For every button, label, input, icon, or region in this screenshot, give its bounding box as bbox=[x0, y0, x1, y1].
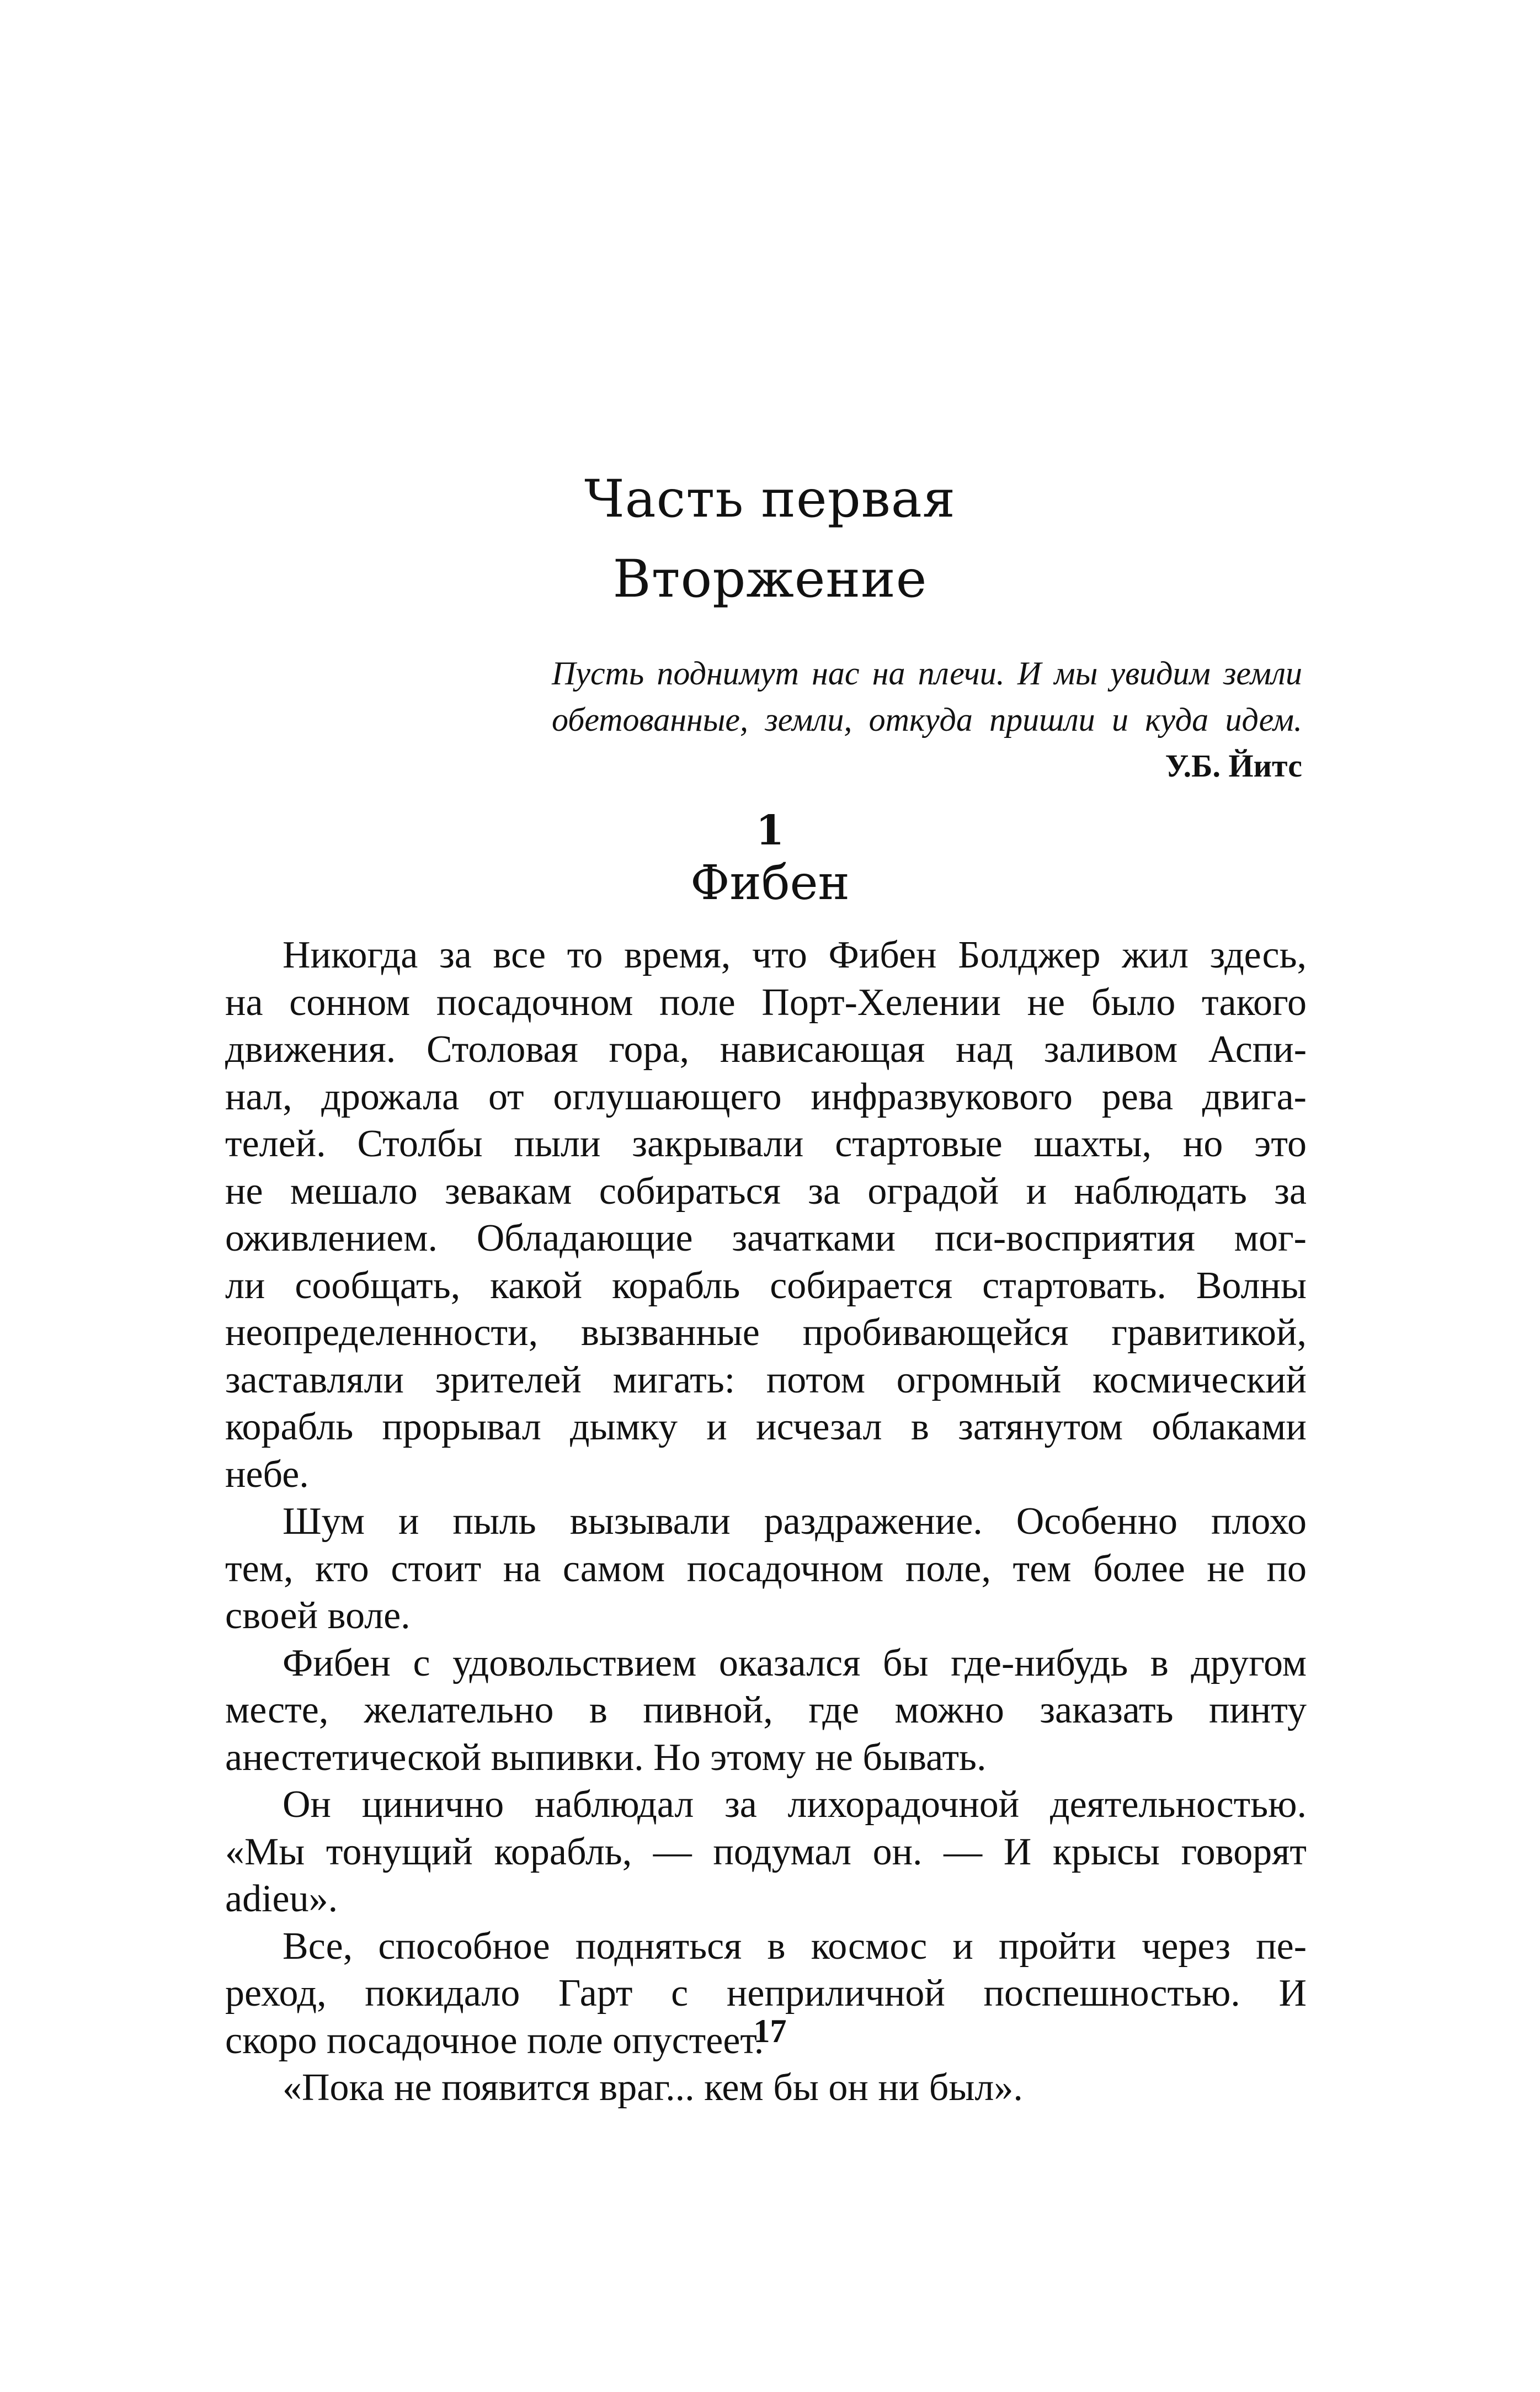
text-line: adieu». bbox=[225, 1878, 338, 1920]
text-line: Никогда за все то время, что Фибен Болджер жил здесь, bbox=[283, 934, 1307, 976]
epigraph-line: обетованные, земли, откуда пришли и куда идем. bbox=[552, 701, 1302, 738]
text-line: скоро посадочное поле опустеет. bbox=[225, 2019, 764, 2062]
text-line: не мешало зевакам собираться за оградой и наблюдать за bbox=[225, 1170, 1307, 1213]
epigraph bbox=[552, 650, 1302, 789]
text-line: тем, кто стоит на самом посадочном поле, тем более не по bbox=[225, 1547, 1307, 1590]
text-line: «Мы тонущий корабль, — подумал он. — И крысы говорят bbox=[225, 1830, 1307, 1873]
text-line: ли сообщать, какой корабль собирается стартовать. Волны bbox=[225, 1264, 1307, 1307]
text-line: на сонном посадочном поле Порт-Хелении не было такого bbox=[225, 981, 1307, 1024]
text-line: небе. bbox=[225, 1453, 309, 1496]
text-line: Все, способное подняться в космос и пройти через пе- bbox=[283, 1925, 1307, 1968]
text-line: Шум и пыль вызывали раздражение. Особенно плохо bbox=[283, 1500, 1307, 1543]
page-number: 17 bbox=[753, 2013, 787, 2049]
text-line: движения. Столовая гора, нависающая над заливом Аспи- bbox=[225, 1028, 1307, 1071]
text-line: анестетической выпивки. Но этому не бывать. bbox=[225, 1736, 987, 1779]
text-line: заставляли зрителей мигать: потом огромный космический bbox=[225, 1358, 1307, 1401]
text-line: «Пока не появится враг... кем бы он ни был». bbox=[283, 2066, 1023, 2109]
text-line: оживлением. Обладающие зачатками пси-восприятия мог- bbox=[225, 1217, 1307, 1259]
text-line: Фибен с удовольствием оказался бы где-нибудь в другом bbox=[283, 1641, 1307, 1684]
chapter-number: 1 bbox=[755, 807, 785, 854]
text-line: нал, дрожала от оглушающего инфразвукового рева двига- bbox=[225, 1075, 1307, 1118]
part-label: Часть первая bbox=[584, 469, 956, 529]
body-text bbox=[225, 932, 1307, 2112]
chapter-title: Фибен bbox=[690, 855, 850, 911]
part-title: Вторжение bbox=[612, 549, 928, 609]
text-line: Он цинично наблюдал за лихорадочной деятельностью. bbox=[283, 1783, 1307, 1826]
text-line: месте, желательно в пивной, где можно заказать пинту bbox=[225, 1689, 1307, 1731]
text-line: корабль прорывал дымку и исчезал в затянутом облаками bbox=[225, 1406, 1307, 1448]
text-line: реход, покидало Гарт с неприличной поспешностью. И bbox=[225, 1972, 1307, 2014]
text-line: телей. Столбы пыли закрывали стартовые шахты, но это bbox=[225, 1123, 1307, 1165]
epigraph-line: Пусть поднимут нас на плечи. И мы увидим земли bbox=[552, 655, 1302, 692]
epigraph-author: У.Б. Йитс bbox=[1165, 748, 1302, 784]
text-line: неопределенности, вызванные пробивающейся гравитикой, bbox=[225, 1311, 1307, 1354]
text-line: своей воле. bbox=[225, 1594, 411, 1637]
